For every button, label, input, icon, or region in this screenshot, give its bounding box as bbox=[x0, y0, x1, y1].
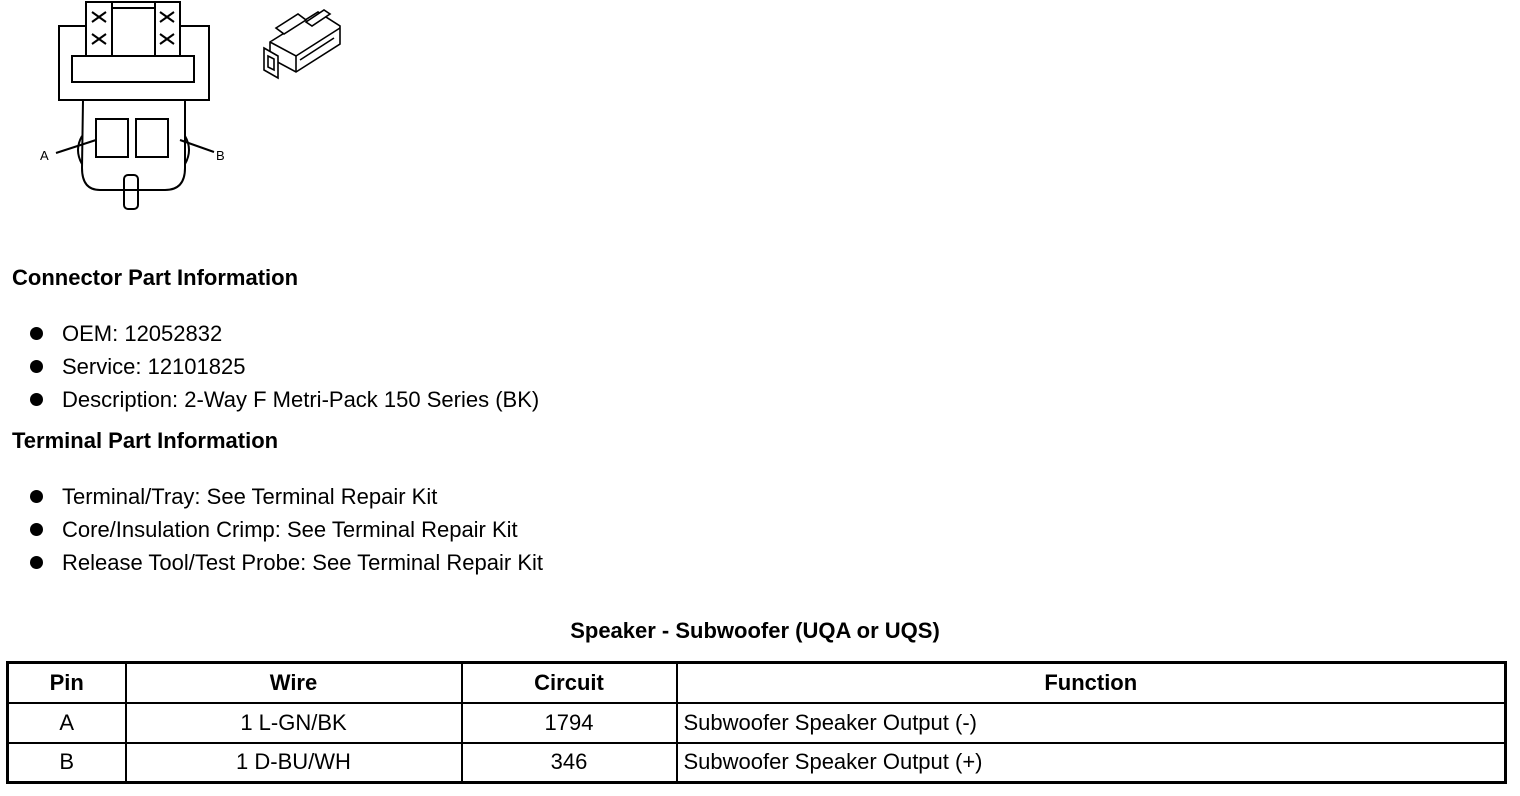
bullet-icon bbox=[30, 327, 43, 340]
cell-function: Subwoofer Speaker Output (-) bbox=[677, 703, 1506, 743]
connector-diagram bbox=[0, 0, 360, 220]
list-item: Service: 12101825 bbox=[0, 350, 539, 383]
cell-circuit: 346 bbox=[462, 743, 677, 783]
terminal-part-info-heading: Terminal Part Information bbox=[12, 428, 279, 453]
cell-pin: A bbox=[8, 703, 126, 743]
cell-pin: B bbox=[8, 743, 126, 783]
cell-function: Subwoofer Speaker Output (+) bbox=[677, 743, 1506, 783]
list-item: Release Tool/Test Probe: See Terminal Repair Kit bbox=[0, 546, 543, 579]
bullet-icon bbox=[30, 523, 43, 536]
bullet-icon bbox=[30, 490, 43, 503]
cell-circuit: 1794 bbox=[462, 703, 677, 743]
connector-isometric-view bbox=[264, 10, 340, 78]
connector-part-info-heading: Connector Part Information bbox=[12, 265, 299, 290]
pin-label-a: A bbox=[40, 148, 49, 163]
column-header-pin: Pin bbox=[8, 663, 126, 703]
bullet-icon bbox=[30, 393, 43, 406]
table-header-row bbox=[8, 663, 1506, 703]
table-row bbox=[8, 703, 1506, 743]
table-row bbox=[8, 743, 1506, 783]
column-header-function: Function bbox=[677, 663, 1506, 703]
cell-wire: 1 L-GN/BK bbox=[126, 703, 462, 743]
list-item: Description: 2-Way F Metri-Pack 150 Series (BK) bbox=[0, 383, 539, 416]
list-item: Core/Insulation Crimp: See Terminal Repair Kit bbox=[0, 513, 543, 546]
bullet-icon bbox=[30, 360, 43, 373]
pin-label-b: B bbox=[216, 148, 225, 163]
column-header-circuit: Circuit bbox=[462, 663, 677, 703]
column-header-wire: Wire bbox=[126, 663, 462, 703]
connector-housing bbox=[59, 2, 209, 100]
list-item: OEM: 12052832 bbox=[0, 317, 539, 350]
cavity-b bbox=[136, 119, 168, 157]
cell-wire: 1 D-BU/WH bbox=[126, 743, 462, 783]
cavity-a bbox=[96, 119, 128, 157]
key-peg bbox=[124, 175, 138, 209]
table-caption: Speaker - Subwoofer (UQA or UQS) bbox=[570, 618, 940, 643]
connector-part-info-list bbox=[0, 317, 539, 416]
list-item: Terminal/Tray: See Terminal Repair Kit bbox=[0, 480, 543, 513]
connector-face-view bbox=[56, 2, 214, 209]
terminal-part-info-list bbox=[0, 480, 543, 579]
connector-lower-housing bbox=[82, 100, 185, 190]
bullet-icon bbox=[30, 556, 43, 569]
pinout-table bbox=[6, 661, 1507, 784]
